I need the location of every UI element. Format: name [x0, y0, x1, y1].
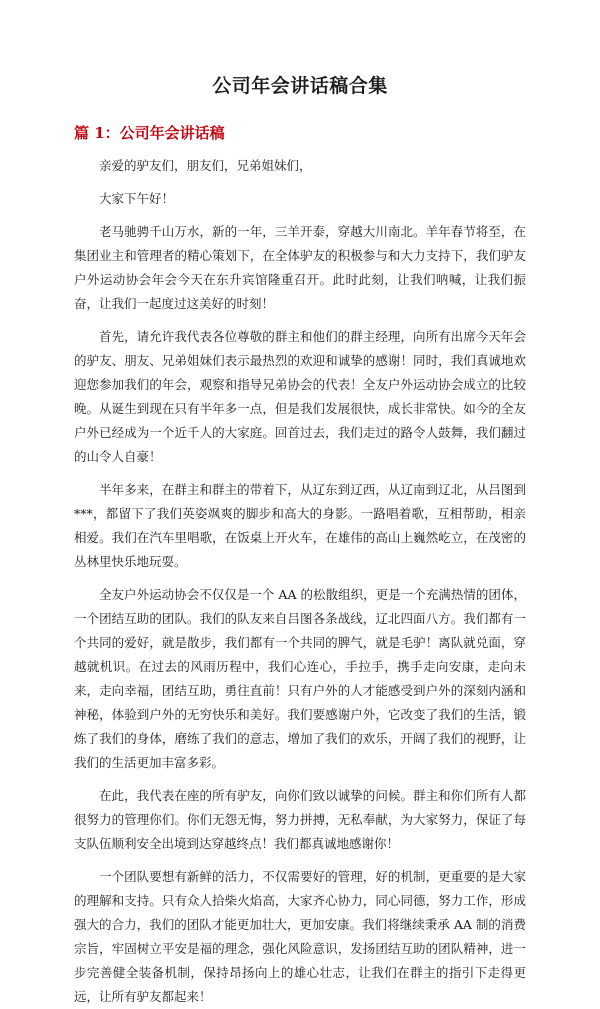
paragraph-welcome: 首先，请允许我代表各位尊敬的群主和他们的群主经理，向所有出席今天年会的驴友、朋友、兄弟姐妹们表示最热烈的欢迎和诚挚的感谢！同时，我们真诚地欢迎您参加我们的年会，观察和指导兄弟协会的代表！全友户外运动协会成立的比较晚。从诞生到现在只有半年多一点，但是我们发展很快，成长非常快。如今的全友户外已经成为一个近千人的大家庭。回首过去，我们走过的路令人鼓舞，我们翻过的山令人自豪！ [74, 329, 526, 464]
document-title: 公司年会讲话稿合集 [212, 75, 388, 97]
paragraph-thanks: 在此，我代表在座的所有驴友，向你们致以诚挚的问候。群主和你们所有人都很努力的管理你们。你们无怨无悔，努力拼搏，无私奉献，为大家努力，保证了每支队伍顺利安全出境到达穿越终点！我们都真诚地感谢你！ [74, 788, 526, 851]
paragraph-journey: 半年多来，在群主和群主的带着下，从辽东到辽西，从辽南到辽北，从吕图到***，都留下了我们英姿飒爽的脚步和高大的身影。一路唱着歌，互相帮助，相亲相爱。我们在汽车里唱歌，在饭桌上开火车，在雄伟的高山上巍然屹立，在茂密的丛林里快乐地玩耍。 [74, 482, 526, 569]
paragraph-salutation: 大家下午好！ [99, 191, 175, 206]
paragraph-team: 一个团队要想有新鲜的活力，不仅需要好的管理，好的机制，更重要的是大家的理解和支持。只有众人拾柴火焰高，大家齐心协力，同心同德，努力工作，形成强大的合力，我们的团队才能更加壮大，更加安康。我们将继续秉承 AA 制的消费宗旨，牢固树立平安是福的理念，强化风险意识，发扬团结互助的团队精神，进一步完善健全装备机制，保持昂扬向上的雄心壮志，让我们在群主的指引下走得更远，让所有驴友都起来！ [74, 869, 526, 1004]
paragraph-greeting: 亲爱的驴友们，朋友们，兄弟姐妹们， [99, 158, 312, 173]
paragraph-association: 全友户外运动协会不仅仅是一个 AA 的松散组织，更是一个充满热情的团体，一个团结互助的团队。我们的队友来自吕图各条战线，辽北四面八方。我们都有一个共同的爱好，就是散步，我们都有一个共同的脾气，就是毛驴！离队就兑面，穿越就机识。在过去的风雨历程中，我们心连心，手拉手，携手走向安康，走向未来，走向幸福，团结互助，勇往直前！只有户外的人才能感受到户外的深刻内涵和神秘，体验到户外的无穷快乐和美好。我们要感谢户外，它改变了我们的生活，锻炼了我们的身体，磨练了我们的意志，增加了我们的欢乐，开阔了我们的视野，让我们的生活更加丰富多彩。 [74, 587, 526, 770]
section-heading: 篇 1：公司年会讲话稿 [74, 124, 225, 142]
paragraph-opening: 老马驰骋千山万水，新的一年，三羊开泰，穿越大川南北。羊年春节将至，在集团业主和管理者的精心策划下，在全体驴友的积极参与和大力支持下，我们驴友户外运动协会年会今天在东升宾馆隆重召开。此时此刻，让我们呐喊，让我们振奋，让我们一起度过这美好的时刻！ [74, 224, 526, 311]
